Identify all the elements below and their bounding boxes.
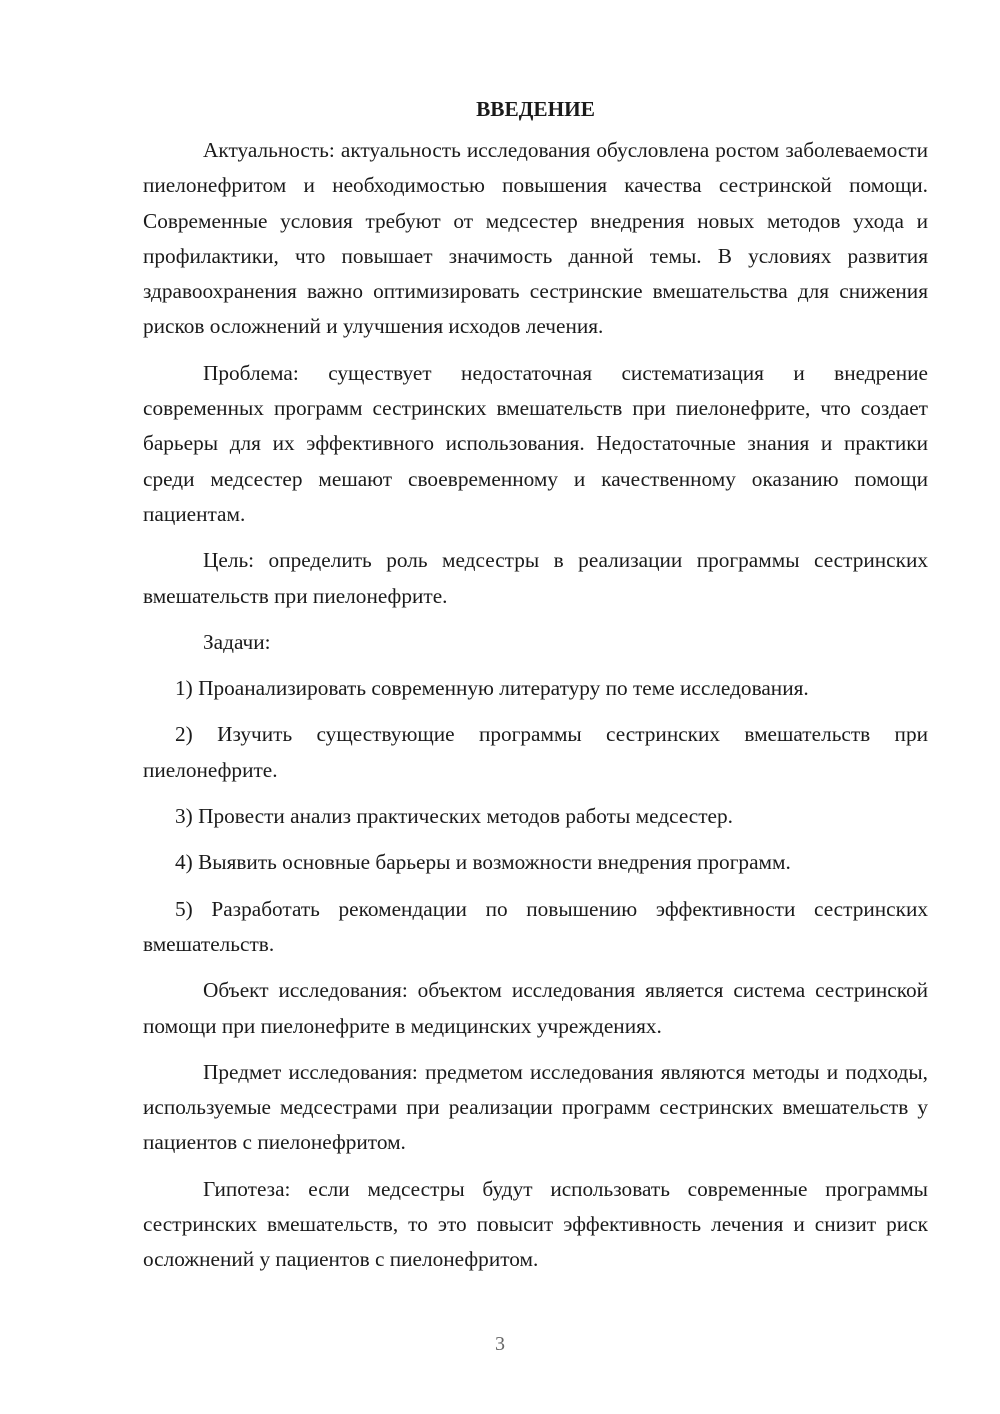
document-page — [143, 92, 928, 1278]
task-item: 4) Выявить основные барьеры и возможности внедрения программ. — [175, 850, 791, 875]
task-item: 5) Разработать рекомендации по повышению эффективности сестринских вмешательств. — [143, 896, 928, 956]
paragraph-subject: Предмет исследования: предметом исследования являются методы и подходы, используемые медсестрами при реализации программ сестринских вмешательств у пациентов с пиелонефритом. — [143, 1059, 928, 1155]
paragraph-problem: Проблема: существует недостаточная систематизация и внедрение современных программ сестринских вмешательств при пиелонефрите, что создает барьеры для их эффективного использования. Недостаточные знания и практики среди медсестер мешают своевременному и качественному оказанию помощи пациентам. — [143, 360, 928, 526]
paragraph-object: Объект исследования: объектом исследования является система сестринской помощи при пиелонефрите в медицинских учреждениях. — [143, 978, 928, 1038]
paragraph-hypothesis: Гипотеза: если медсестры будут использовать современные программы сестринских вмешательств, то это повысит эффективность лечения и снизит риск осложнений у пациентов с пиелонефритом. — [143, 1176, 928, 1272]
task-item: 1) Проанализировать современную литературу по теме исследования. — [175, 676, 809, 701]
page-number: 3 — [495, 1333, 505, 1355]
task-item: 3) Провести анализ практических методов работы медсестер. — [175, 804, 733, 829]
section-heading: ВВЕДЕНИЕ — [476, 97, 595, 121]
paragraph-relevance: Актуальность: актуальность исследования обусловлена ростом заболеваемости пиелонефритом и необходимостью повышения качества сестринской помощи. Современные условия требуют от медсестер внедрения новых методов ухода и профилактики, что повышает значимость данной темы. В условиях развития здравоохранения важно оптимизировать сестринские вмешательства для снижения рисков осложнений и улучшения исходов лечения. — [143, 138, 928, 339]
task-item: 2) Изучить существующие программы сестринских вмешательств при пиелонефрите. — [143, 722, 928, 782]
tasks-label: Задачи: — [203, 629, 271, 654]
paragraph-goal: Цель: определить роль медсестры в реализации программы сестринских вмешательств при пиелонефрите. — [143, 548, 928, 608]
